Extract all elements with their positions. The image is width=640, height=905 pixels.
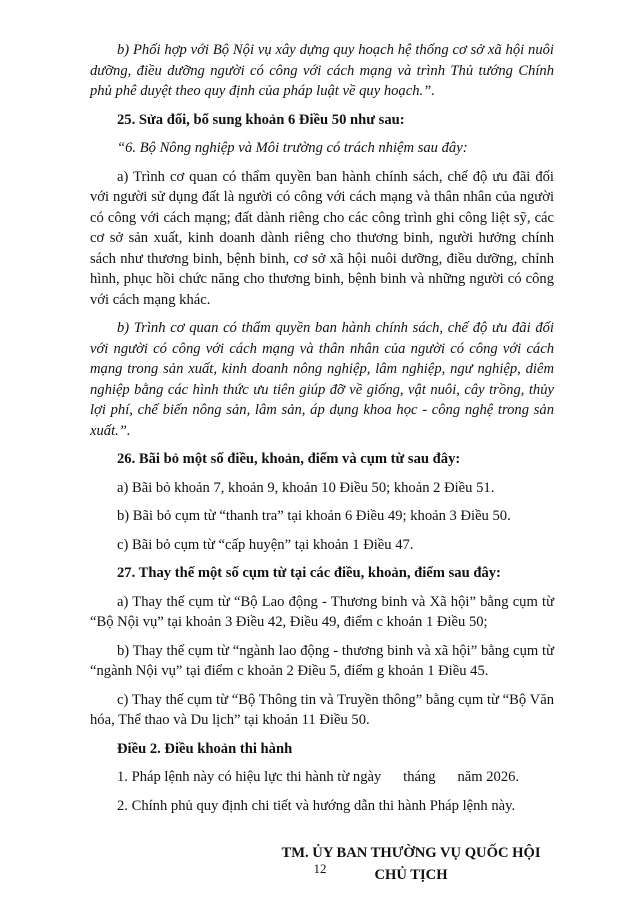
item-27a-paragraph: a) Thay thế cụm từ “Bộ Lao động - Thương binh và Xã hội” bằng cụm từ “Bộ Nội vụ” tại khoản 3 Điều 42, Điều 49, điểm c khoản 1 Điều 50; [90,593,554,630]
clause-6b-paragraph: b) Trình cơ quan có thẩm quyền ban hành chính sách, chế độ ưu đãi đối với người có công với cách mạng và thân nhân của người có công với cách mạng trong sản xuất, kinh doanh nông nghiệp, lâm nghiệp, ngư nghiệp, diêm nghiệp bằng các hình thức ưu tiên giúp đỡ về giống, vật nuôi, cây trồng, thủy lợi phí, chế biến nông sản, lâm sản, áp dụng khoa học - công nghệ trong sản xuất.”. [90,320,554,439]
item-27b-paragraph: b) Thay thế cụm từ “ngành lao động - thương binh và xã hội” bằng cụm từ “ngành Nội vụ” tại điểm c khoản 2 Điều 5, điểm g khoản 1 Điều 45. [90,642,554,679]
item-26-heading: 26. Bãi bỏ một số điều, khoản, điểm và cụm từ sau đây: [117,451,461,467]
clause-6a-paragraph: a) Trình cơ quan có thẩm quyền ban hành chính sách, chế độ ưu đãi đối với người sử dụng đất là người có công với cách mạng và thân nhân của người có công với cách mạng; đất dành riêng cho các công trình ghi công liệt sỹ, các cơ sở sản xuất, kinh doanh dành riêng cho thương binh, người hưởng chính sách như thương binh, bệnh binh, cơ sở xã hội nuôi dưỡng, điều dưỡng, chỉnh hình, phục hồi chức năng cho thương binh, bệnh binh và những người có công với cách mạng khác. [90,168,554,308]
clause-24b-paragraph: b) Phối hợp với Bộ Nội vụ xây dựng quy hoạch hệ thống cơ sở xã hội nuôi dưỡng, điều dưỡng người có công với cách mạng và trình Thủ tướng Chính phủ phê duyệt theo quy định của pháp luật về quy hoạch.”. [90,42,554,99]
item-26b-paragraph: b) Bãi bỏ cụm từ “thanh tra” tại khoản 6 Điều 49; khoản 3 Điều 50. [117,508,511,524]
item-27c-paragraph: c) Thay thế cụm từ “Bộ Thông tin và Truyền thông” bằng cụm từ “Bộ Văn hóa, Thể thao và Du lịch” tại khoản 11 Điều 50. [90,691,554,728]
article-2-clause-2: 2. Chính phủ quy định chi tiết và hướng dẫn thi hành Pháp lệnh này. [117,797,516,814]
document-body [90,40,554,816]
signature-role: CHỦ TỊCH [374,867,448,883]
signature-title: TM. ỦY BAN THƯỜNG VỤ QUỐC HỘI [281,845,541,861]
item-26a-paragraph: a) Bãi bỏ khoản 7, khoản 9, khoản 10 Điều 50; khoản 2 Điều 51. [117,479,495,496]
item-26c-paragraph: c) Bãi bỏ cụm từ “cấp huyện” tại khoản 1 Điều 47. [117,536,414,553]
item-27-heading: 27. Thay thế một số cụm từ tại các điều, khoản, điểm sau đây: [117,565,501,581]
page-number: 12 [313,861,327,876]
article-2-clause-1: 1. Pháp lệnh này có hiệu lực thi hành từ ngày tháng năm 2026. [117,769,520,785]
clause-6-intro: “6. Bộ Nông nghiệp và Môi trường có trách nhiệm sau đây: [117,140,468,156]
article-2-heading: Điều 2. Điều khoản thi hành [117,740,293,757]
item-25-heading: 25. Sửa đổi, bổ sung khoản 6 Điều 50 như sau: [117,111,405,128]
